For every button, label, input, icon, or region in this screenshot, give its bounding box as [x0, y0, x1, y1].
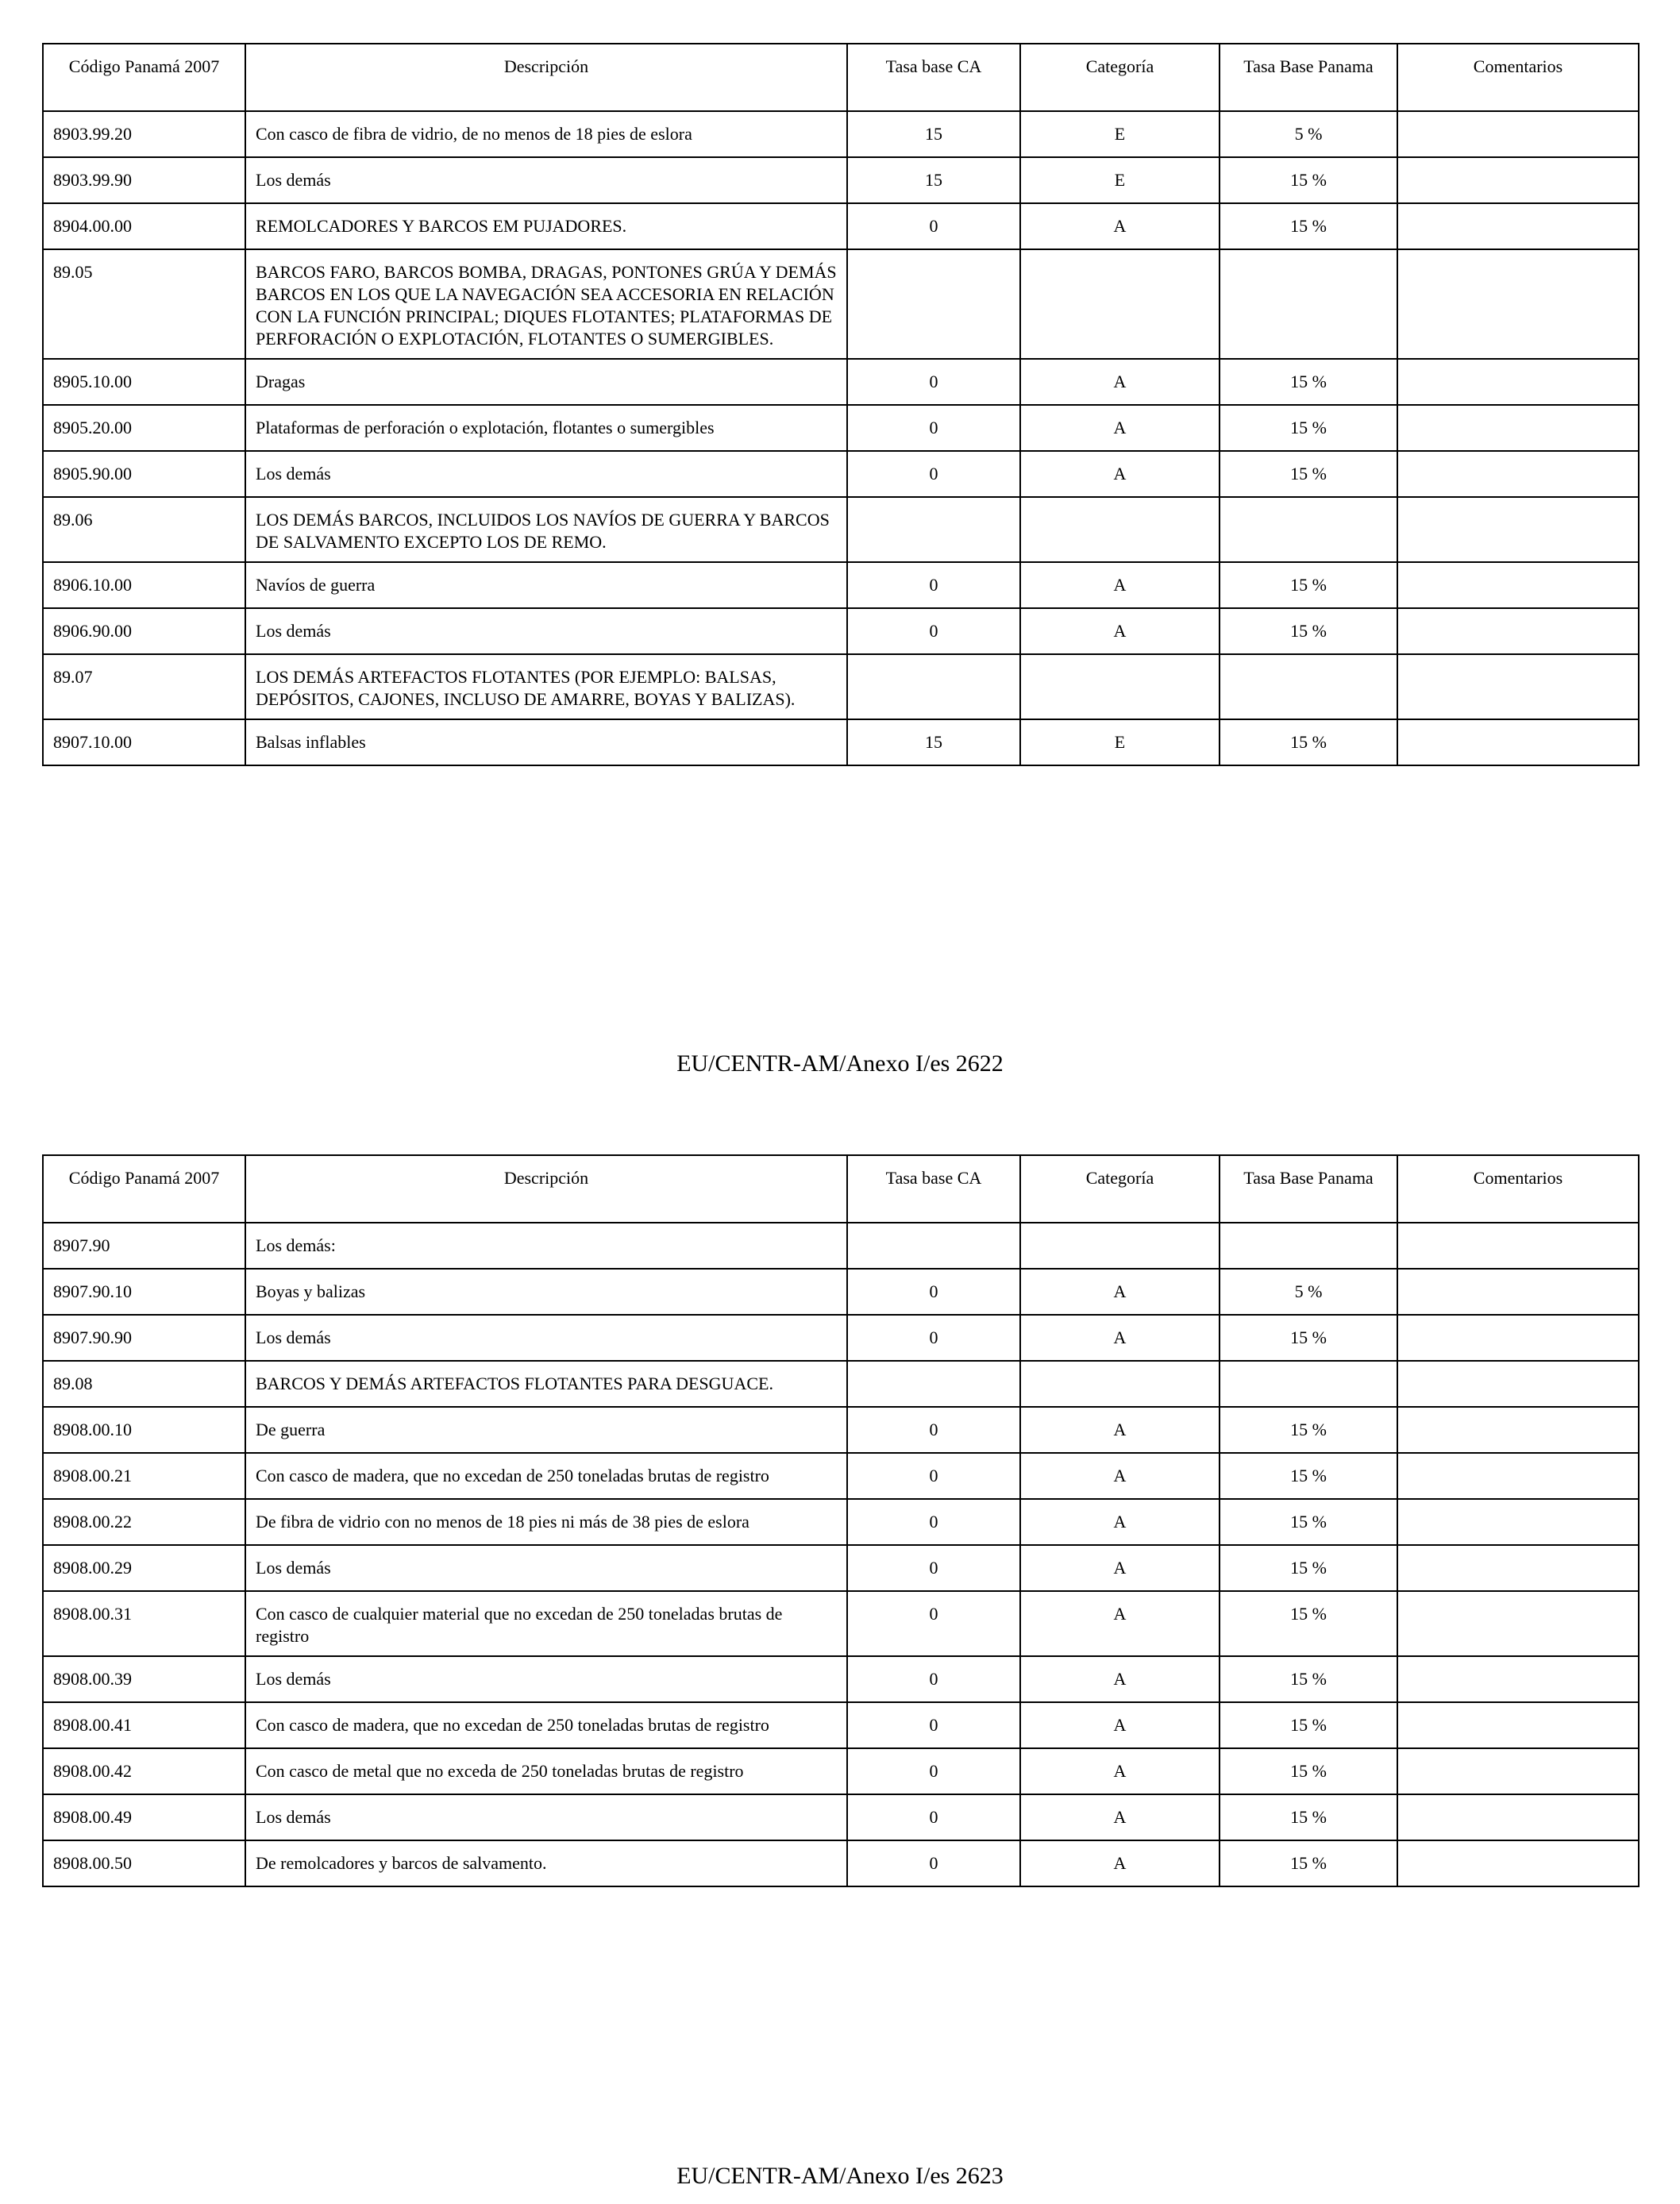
cell-code: 8908.00.42: [43, 1748, 245, 1794]
cell-comments: [1397, 1223, 1639, 1269]
table-row: [43, 1407, 1639, 1453]
cell-comments: [1397, 405, 1639, 451]
table-row: [43, 203, 1639, 249]
cell-code: 8908.00.39: [43, 1656, 245, 1702]
cell-description: Los demás: [245, 1656, 847, 1702]
table-row: [43, 405, 1639, 451]
cell-rate-ca: 0: [847, 1407, 1020, 1453]
cell-category: A: [1020, 451, 1220, 497]
cell-description: Con casco de fibra de vidrio, de no menos de 18 pies de eslora: [245, 111, 847, 157]
cell-code: 89.06: [43, 497, 245, 562]
table-row: [43, 562, 1639, 608]
cell-comments: [1397, 1656, 1639, 1702]
cell-rate-panama: 5 %: [1220, 1269, 1397, 1315]
cell-rate-ca: [847, 654, 1020, 719]
cell-rate-panama: [1220, 1361, 1397, 1407]
table-row: [43, 1545, 1639, 1591]
table-row: [43, 1223, 1639, 1269]
header-code: Código Panamá 2007: [43, 44, 245, 111]
cell-description: Los demás: [245, 1794, 847, 1840]
cell-comments: [1397, 1591, 1639, 1656]
table-row: [43, 719, 1639, 765]
cell-description: Los demás:: [245, 1223, 847, 1269]
table-header-row: [43, 44, 1639, 111]
cell-code: 8908.00.50: [43, 1840, 245, 1886]
cell-rate-panama: 15 %: [1220, 451, 1397, 497]
cell-rate-ca: [847, 1223, 1020, 1269]
cell-code: 8908.00.41: [43, 1702, 245, 1748]
cell-description: Con casco de cualquier material que no excedan de 250 toneladas brutas de registro: [245, 1591, 847, 1656]
header-rate-ca: Tasa base CA: [847, 1155, 1020, 1223]
table-row: [43, 1269, 1639, 1315]
page-footer-2: EU/CENTR-AM/Anexo I/es 2623: [676, 2163, 1004, 2189]
cell-comments: [1397, 451, 1639, 497]
cell-rate-ca: 15: [847, 111, 1020, 157]
table-row: [43, 497, 1639, 562]
cell-category: [1020, 1361, 1220, 1407]
cell-code: 8906.90.00: [43, 608, 245, 654]
cell-category: A: [1020, 1453, 1220, 1499]
cell-comments: [1397, 654, 1639, 719]
header-description: Descripción: [245, 1155, 847, 1223]
cell-description: Con casco de metal que no exceda de 250 toneladas brutas de registro: [245, 1748, 847, 1794]
cell-rate-panama: 15 %: [1220, 1315, 1397, 1361]
table-row: [43, 1361, 1639, 1407]
cell-rate-panama: 15 %: [1220, 405, 1397, 451]
cell-category: [1020, 249, 1220, 359]
cell-rate-ca: 0: [847, 608, 1020, 654]
cell-description: Plataformas de perforación o explotación, flotantes o sumergibles: [245, 405, 847, 451]
cell-code: 8907.90.10: [43, 1269, 245, 1315]
cell-comments: [1397, 1840, 1639, 1886]
cell-rate-panama: [1220, 654, 1397, 719]
cell-category: A: [1020, 1840, 1220, 1886]
cell-rate-ca: 0: [847, 203, 1020, 249]
cell-comments: [1397, 719, 1639, 765]
cell-description: De guerra: [245, 1407, 847, 1453]
header-comments: Comentarios: [1397, 1155, 1639, 1223]
cell-rate-ca: 0: [847, 1591, 1020, 1656]
header-rate-panama: Tasa Base Panama: [1220, 44, 1397, 111]
cell-category: E: [1020, 719, 1220, 765]
table-row: [43, 451, 1639, 497]
tariff-table-page-1: [42, 43, 1640, 766]
cell-comments: [1397, 249, 1639, 359]
cell-code: 8908.00.29: [43, 1545, 245, 1591]
cell-rate-panama: 15 %: [1220, 719, 1397, 765]
header-category: Categoría: [1020, 44, 1220, 111]
cell-description: De remolcadores y barcos de salvamento.: [245, 1840, 847, 1886]
table-row: [43, 359, 1639, 405]
cell-comments: [1397, 1315, 1639, 1361]
table-row: [43, 654, 1639, 719]
cell-rate-ca: 0: [847, 562, 1020, 608]
cell-description: Navíos de guerra: [245, 562, 847, 608]
cell-rate-ca: 0: [847, 451, 1020, 497]
cell-comments: [1397, 1269, 1639, 1315]
page-footer-1: EU/CENTR-AM/Anexo I/es 2622: [676, 1050, 1004, 1077]
header-description: Descripción: [245, 44, 847, 111]
table-row: [43, 111, 1639, 157]
cell-description: Balsas inflables: [245, 719, 847, 765]
table-row: [43, 1840, 1639, 1886]
cell-code: 8905.20.00: [43, 405, 245, 451]
cell-comments: [1397, 1407, 1639, 1453]
header-rate-panama: Tasa Base Panama: [1220, 1155, 1397, 1223]
cell-comments: [1397, 359, 1639, 405]
cell-description: Boyas y balizas: [245, 1269, 847, 1315]
cell-code: 8907.10.00: [43, 719, 245, 765]
cell-code: 8903.99.90: [43, 157, 245, 203]
cell-code: 8908.00.10: [43, 1407, 245, 1453]
cell-category: A: [1020, 405, 1220, 451]
cell-rate-ca: 0: [847, 1794, 1020, 1840]
cell-category: [1020, 1223, 1220, 1269]
cell-rate-panama: 15 %: [1220, 1702, 1397, 1748]
tariff-table-page-2: [42, 1154, 1640, 1887]
cell-description: BARCOS Y DEMÁS ARTEFACTOS FLOTANTES PARA DESGUACE.: [245, 1361, 847, 1407]
cell-category: A: [1020, 608, 1220, 654]
cell-rate-panama: 15 %: [1220, 1591, 1397, 1656]
cell-comments: [1397, 1499, 1639, 1545]
table-row: [43, 157, 1639, 203]
cell-comments: [1397, 1453, 1639, 1499]
cell-category: A: [1020, 1315, 1220, 1361]
cell-comments: [1397, 562, 1639, 608]
cell-rate-ca: [847, 497, 1020, 562]
cell-code: 8907.90: [43, 1223, 245, 1269]
cell-description: REMOLCADORES Y BARCOS EM PUJADORES.: [245, 203, 847, 249]
cell-category: A: [1020, 359, 1220, 405]
cell-rate-ca: 0: [847, 405, 1020, 451]
cell-description: De fibra de vidrio con no menos de 18 pies ni más de 38 pies de eslora: [245, 1499, 847, 1545]
cell-description: LOS DEMÁS BARCOS, INCLUIDOS LOS NAVÍOS DE GUERRA Y BARCOS DE SALVAMENTO EXCEPTO LOS DE REMO.: [245, 497, 847, 562]
cell-description: LOS DEMÁS ARTEFACTOS FLOTANTES (POR EJEMPLO: BALSAS, DEPÓSITOS, CAJONES, INCLUSO DE AMARRE, BOYAS Y BALIZAS).: [245, 654, 847, 719]
cell-rate-ca: 0: [847, 1748, 1020, 1794]
header-rate-ca: Tasa base CA: [847, 44, 1020, 111]
cell-rate-ca: 0: [847, 1499, 1020, 1545]
cell-category: A: [1020, 562, 1220, 608]
cell-description: Dragas: [245, 359, 847, 405]
cell-category: A: [1020, 1269, 1220, 1315]
cell-rate-ca: 0: [847, 1656, 1020, 1702]
cell-category: A: [1020, 1748, 1220, 1794]
table-row: [43, 1591, 1639, 1656]
cell-rate-ca: 15: [847, 719, 1020, 765]
cell-code: 8908.00.22: [43, 1499, 245, 1545]
cell-rate-panama: 15 %: [1220, 1840, 1397, 1886]
cell-description: Con casco de madera, que no excedan de 250 toneladas brutas de registro: [245, 1453, 847, 1499]
cell-rate-panama: 15 %: [1220, 1656, 1397, 1702]
table-row: [43, 1748, 1639, 1794]
cell-rate-panama: 15 %: [1220, 359, 1397, 405]
cell-comments: [1397, 497, 1639, 562]
cell-code: 89.07: [43, 654, 245, 719]
cell-comments: [1397, 608, 1639, 654]
cell-rate-ca: 0: [847, 359, 1020, 405]
cell-code: 8907.90.90: [43, 1315, 245, 1361]
cell-rate-ca: 0: [847, 1269, 1020, 1315]
cell-rate-ca: 0: [847, 1453, 1020, 1499]
table-row: [43, 1315, 1639, 1361]
cell-category: [1020, 497, 1220, 562]
cell-code: 8904.00.00: [43, 203, 245, 249]
cell-code: 8908.00.21: [43, 1453, 245, 1499]
cell-description: Los demás: [245, 1545, 847, 1591]
table-row: [43, 608, 1639, 654]
cell-category: A: [1020, 1794, 1220, 1840]
cell-code: 8903.99.20: [43, 111, 245, 157]
header-category: Categoría: [1020, 1155, 1220, 1223]
cell-rate-ca: 15: [847, 157, 1020, 203]
cell-category: [1020, 654, 1220, 719]
cell-rate-panama: 15 %: [1220, 1794, 1397, 1840]
cell-rate-ca: 0: [847, 1840, 1020, 1886]
cell-comments: [1397, 1794, 1639, 1840]
cell-code: 8905.10.00: [43, 359, 245, 405]
cell-category: E: [1020, 157, 1220, 203]
cell-rate-panama: 5 %: [1220, 111, 1397, 157]
cell-category: A: [1020, 1591, 1220, 1656]
cell-code: 8908.00.49: [43, 1794, 245, 1840]
cell-rate-panama: 15 %: [1220, 608, 1397, 654]
table-row: [43, 1499, 1639, 1545]
table-body: [43, 111, 1639, 765]
table-body: [43, 1223, 1639, 1886]
cell-category: E: [1020, 111, 1220, 157]
table-row: [43, 1702, 1639, 1748]
table-row: [43, 1794, 1639, 1840]
table-row: [43, 1656, 1639, 1702]
cell-code: 8908.00.31: [43, 1591, 245, 1656]
cell-description: BARCOS FARO, BARCOS BOMBA, DRAGAS, PONTONES GRÚA Y DEMÁS BARCOS EN LOS QUE LA NAVEGACIÓN SEA ACCESORIA EN RELACIÓN CON LA FUNCIÓN PRINCIPAL; DIQUES FLOTANTES; PLATAFORMAS DE PERFORACIÓN O EXPLOTACIÓN, FLOTANTES O SUMERGIBLES.: [245, 249, 847, 359]
cell-description: Los demás: [245, 157, 847, 203]
cell-code: 8906.10.00: [43, 562, 245, 608]
table-row: [43, 1453, 1639, 1499]
cell-rate-ca: [847, 1361, 1020, 1407]
cell-description: Los demás: [245, 1315, 847, 1361]
cell-code: 8905.90.00: [43, 451, 245, 497]
cell-comments: [1397, 157, 1639, 203]
cell-description: Los demás: [245, 451, 847, 497]
cell-rate-ca: 0: [847, 1702, 1020, 1748]
cell-rate-ca: [847, 249, 1020, 359]
cell-rate-panama: 15 %: [1220, 1545, 1397, 1591]
header-comments: Comentarios: [1397, 44, 1639, 111]
cell-rate-panama: 15 %: [1220, 562, 1397, 608]
cell-category: A: [1020, 203, 1220, 249]
cell-code: 89.08: [43, 1361, 245, 1407]
cell-rate-panama: [1220, 1223, 1397, 1269]
cell-comments: [1397, 1748, 1639, 1794]
cell-rate-panama: 15 %: [1220, 1407, 1397, 1453]
cell-comments: [1397, 1702, 1639, 1748]
cell-code: 89.05: [43, 249, 245, 359]
table-row: [43, 249, 1639, 359]
cell-description: Los demás: [245, 608, 847, 654]
cell-rate-panama: [1220, 249, 1397, 359]
cell-category: A: [1020, 1702, 1220, 1748]
cell-comments: [1397, 1545, 1639, 1591]
cell-rate-panama: [1220, 497, 1397, 562]
cell-rate-panama: 15 %: [1220, 1453, 1397, 1499]
cell-category: A: [1020, 1407, 1220, 1453]
header-code: Código Panamá 2007: [43, 1155, 245, 1223]
cell-category: A: [1020, 1545, 1220, 1591]
cell-comments: [1397, 111, 1639, 157]
cell-category: A: [1020, 1499, 1220, 1545]
cell-rate-panama: 15 %: [1220, 1499, 1397, 1545]
cell-rate-ca: 0: [847, 1545, 1020, 1591]
cell-rate-ca: 0: [847, 1315, 1020, 1361]
cell-rate-panama: 15 %: [1220, 157, 1397, 203]
cell-rate-panama: 15 %: [1220, 203, 1397, 249]
cell-category: A: [1020, 1656, 1220, 1702]
table-header-row: [43, 1155, 1639, 1223]
cell-description: Con casco de madera, que no excedan de 250 toneladas brutas de registro: [245, 1702, 847, 1748]
cell-comments: [1397, 1361, 1639, 1407]
cell-comments: [1397, 203, 1639, 249]
cell-rate-panama: 15 %: [1220, 1748, 1397, 1794]
